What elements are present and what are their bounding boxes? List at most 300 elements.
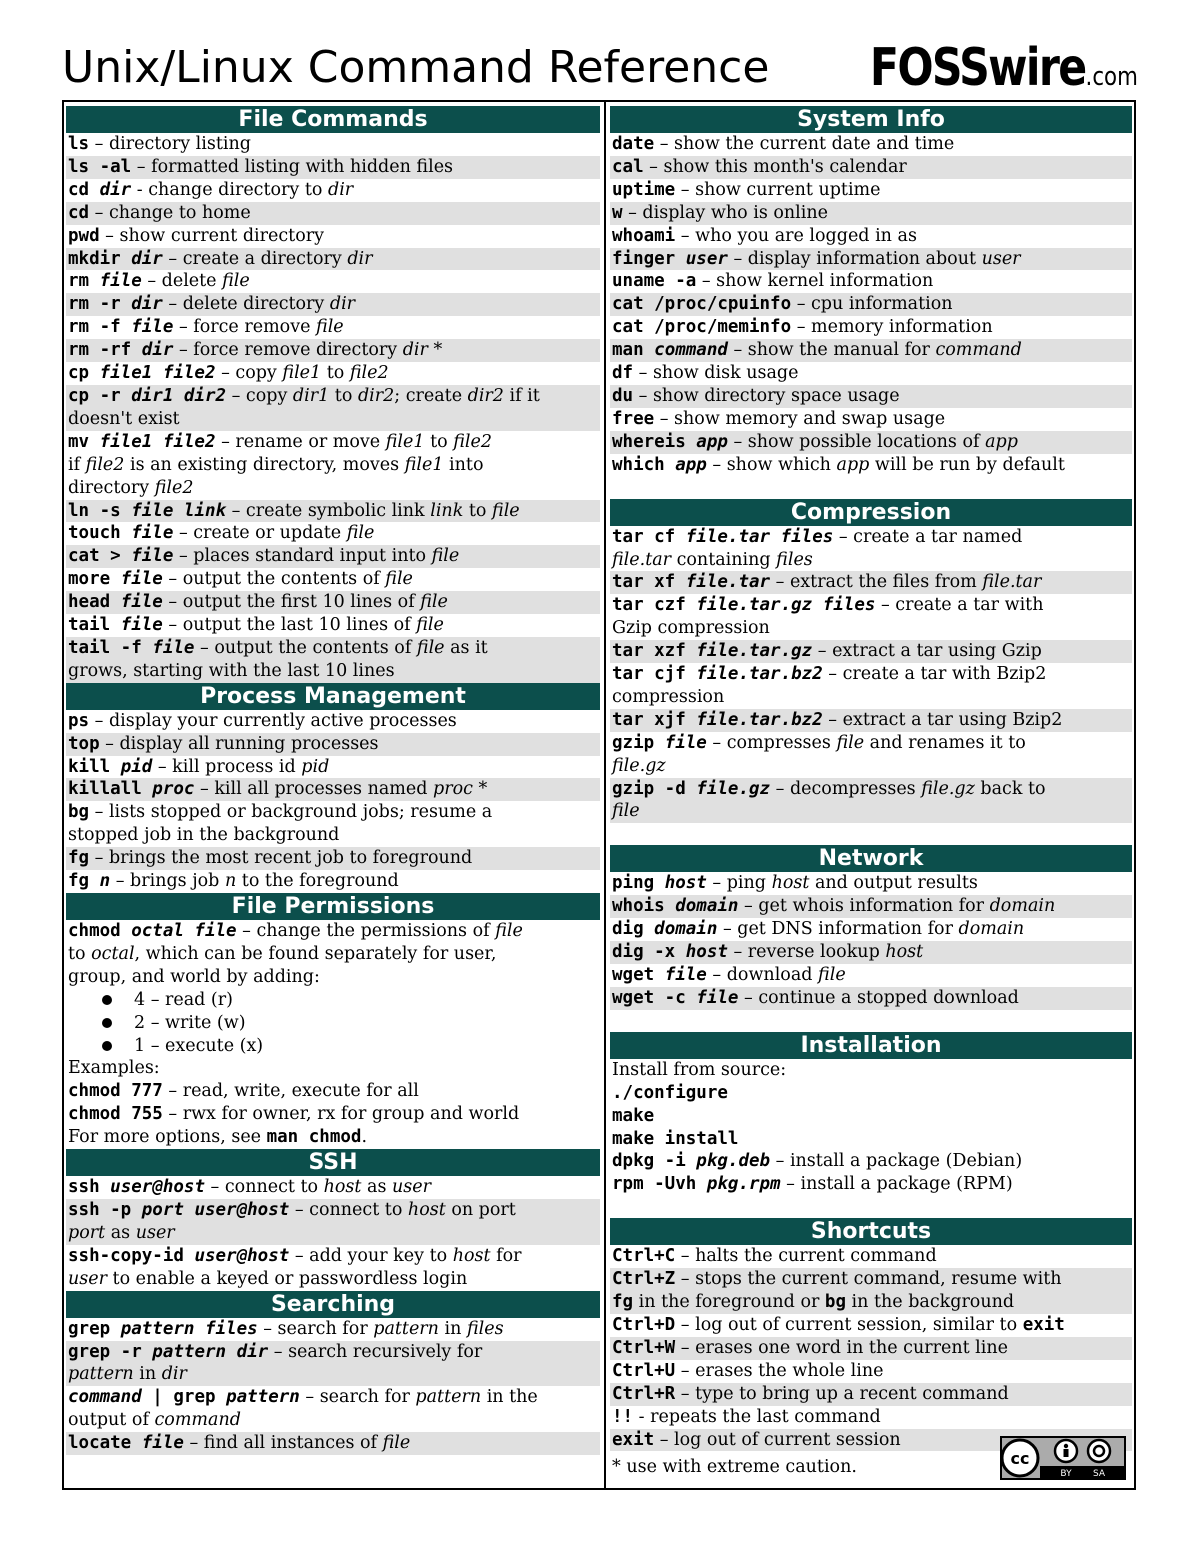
command: rm -f [68, 317, 132, 338]
argument-ref: file [222, 271, 250, 292]
argument: file [120, 569, 163, 590]
description: is an existing directory, moves [124, 454, 405, 475]
argument-ref: octal [91, 943, 135, 964]
argument-ref: pid [301, 756, 330, 777]
description: and output results [809, 873, 978, 894]
argument: file [99, 271, 142, 292]
command: mkdir [68, 248, 132, 269]
command-row [66, 316, 600, 339]
right-column [610, 106, 1132, 1451]
description: group, and world by adding: [68, 966, 320, 987]
description: – show this month's calendar [643, 156, 907, 177]
description: – show memory and swap usage [654, 408, 946, 429]
description: – rwx for owner, rx for group and world [162, 1104, 520, 1125]
description: – search for [257, 1318, 374, 1339]
description: doesn't exist [68, 408, 180, 429]
command-row [610, 431, 1132, 454]
description: – ping [706, 873, 772, 894]
description: – erases one word in the current line [675, 1337, 1009, 1358]
command: fg [612, 1292, 634, 1313]
description: – output the last 10 lines of [162, 615, 417, 636]
argument-ref: user [392, 1177, 431, 1198]
argument: file.gz [696, 778, 771, 799]
argument-ref: files [776, 549, 813, 570]
command-row [66, 1432, 600, 1455]
bullet-item [66, 1012, 600, 1035]
description: – decompresses [770, 778, 922, 799]
description: – kill process id [152, 756, 302, 777]
command: bg [68, 802, 90, 823]
command: ssh-copy-id [68, 1245, 195, 1266]
description: – directory listing [89, 134, 251, 154]
description: – places standard input into [173, 546, 432, 567]
command-row [66, 637, 600, 683]
sa-icon [1088, 1440, 1110, 1462]
argument: file [120, 592, 163, 613]
description: – show current uptime [675, 179, 881, 200]
argument: user [685, 248, 728, 269]
command-row [610, 225, 1132, 248]
argument: command [68, 1387, 142, 1408]
command-row [610, 918, 1132, 941]
description: - change directory to [131, 179, 328, 200]
command: chmod 777 [68, 1081, 163, 1102]
argument-ref: host [323, 1177, 362, 1198]
command: fg [68, 871, 100, 892]
argument-ref: n [224, 871, 237, 892]
argument-ref: file2 [154, 477, 194, 498]
argument: file.tar [685, 572, 771, 593]
command-row [610, 339, 1132, 362]
argument: user@host [110, 1177, 205, 1198]
argument: dir [131, 248, 163, 269]
description: – kill all processes named [194, 779, 434, 800]
description: – search for [299, 1387, 416, 1408]
command-row [66, 614, 600, 637]
more-options-note [66, 1126, 600, 1149]
section-heading: SSH [66, 1149, 600, 1176]
command-row [66, 133, 600, 156]
command: chmod [68, 921, 132, 941]
argument-ref: dir [161, 1364, 187, 1385]
command-row [610, 270, 1132, 293]
description: – cpu information [791, 294, 953, 315]
argument: domain [654, 919, 718, 940]
argument: host [664, 873, 707, 894]
description: as it [444, 637, 488, 658]
command: Ctrl+D [612, 1314, 676, 1335]
command-row [610, 571, 1132, 594]
description: . [361, 1127, 368, 1148]
command-row [610, 316, 1132, 339]
command: uptime [612, 179, 676, 200]
command-row [66, 756, 600, 779]
bullet-icon [102, 1018, 112, 1028]
command-row [610, 1383, 1132, 1406]
command: tar xjf [612, 709, 697, 730]
description: – extract a tar using Bzip2 [822, 709, 1063, 730]
command: man [612, 340, 655, 361]
argument: pattern dir [152, 1341, 269, 1362]
argument: file [152, 637, 195, 658]
command: locate [68, 1433, 142, 1454]
command-row [610, 941, 1132, 964]
command: grep [68, 1318, 121, 1339]
description: – lists stopped or background jobs; resume a [89, 802, 493, 823]
argument-ref: link [430, 500, 464, 521]
command: touch [68, 523, 132, 544]
section-gap [610, 1010, 1132, 1032]
argument-ref: file [416, 637, 445, 658]
argument-ref: file [316, 317, 344, 338]
command-row [66, 202, 600, 225]
description: – find all instances of [183, 1433, 383, 1454]
description: – create a tar with [875, 595, 1044, 616]
command-row [610, 987, 1132, 1010]
section-network [610, 845, 1132, 1009]
description: to the foreground [236, 871, 399, 892]
description: – get DNS information for [717, 919, 959, 940]
argument-ref: domain [989, 896, 1056, 917]
section-ssh [66, 1149, 600, 1291]
command-row [610, 732, 1132, 778]
argument: pattern files [120, 1318, 258, 1339]
argument-ref: file.tar [982, 572, 1042, 593]
command: tail -f [68, 637, 153, 658]
argument: file link [131, 500, 227, 521]
description: in the foreground or [633, 1292, 825, 1313]
description: – brings the most recent job to foreground [89, 848, 473, 869]
argument-ref: file [612, 801, 640, 822]
command: df [612, 363, 634, 384]
description: – install a package (Debian) [770, 1151, 1023, 1172]
description: grows, starting with the last 10 lines [68, 660, 395, 681]
description: – stops the current command, resume with [675, 1269, 1062, 1290]
description: back to [974, 778, 1046, 799]
description: – show possible locations of [727, 431, 986, 452]
argument: app [696, 431, 728, 452]
command-row [610, 133, 1132, 156]
command: w [612, 202, 623, 223]
argument-ref: file [420, 592, 448, 613]
sa-label: SA [1092, 1469, 1106, 1479]
argument-ref: host [452, 1245, 491, 1266]
description: – create symbolic link [226, 500, 431, 521]
description: for [490, 1245, 522, 1266]
bullet-item [66, 989, 600, 1012]
command: rm -r [68, 294, 132, 315]
command: cd [68, 179, 100, 200]
description: – read, write, execute for all [162, 1081, 419, 1102]
argument: pattern [226, 1387, 300, 1408]
command-row [610, 778, 1132, 824]
description: – connect to [204, 1177, 324, 1198]
command-row [610, 248, 1132, 271]
command-row [66, 1341, 600, 1387]
command-row: make [612, 1105, 655, 1126]
argument: file [141, 1433, 184, 1454]
command: cat /proc/cpuinfo [612, 294, 792, 315]
page-title: Unix/Linux Command Reference [62, 42, 770, 93]
argument: dir [141, 340, 174, 361]
bullet-icon [102, 995, 112, 1005]
argument: pid [120, 756, 153, 777]
command-row: ./configure [612, 1082, 728, 1103]
command-row [610, 1314, 1132, 1337]
description: – show kernel information [696, 271, 934, 292]
command-row [66, 778, 600, 801]
section-heading: Process Management [66, 683, 600, 710]
argument-ref: file [836, 732, 865, 753]
description: – create a directory [162, 248, 348, 269]
command-row [610, 872, 1132, 895]
description: - repeats the last command [633, 1406, 881, 1427]
argument-ref: file [818, 965, 846, 985]
description: – change the permissions of [236, 921, 496, 941]
command-row [66, 710, 600, 733]
by-icon-head [1064, 1444, 1068, 1448]
command: tar xf [612, 572, 686, 593]
command-row [66, 362, 600, 385]
section-compression [610, 499, 1132, 824]
argument: command [654, 340, 728, 361]
description: to enable a keyed or passwordless login [106, 1268, 468, 1289]
argument: port user@host [141, 1199, 290, 1220]
examples-label: Examples: [68, 1058, 160, 1079]
description: to [68, 943, 92, 964]
command-row [610, 1337, 1132, 1360]
description: – display information about [727, 248, 982, 269]
description: to [329, 385, 358, 406]
command-row [610, 1173, 1132, 1196]
argument: file [696, 987, 739, 1008]
description: in the [481, 1387, 538, 1408]
description: directory [68, 477, 155, 498]
argument: file1 file2 [99, 431, 216, 452]
bullet-text: 4 – read (r) [134, 989, 233, 1010]
argument: file.tar.bz2 [696, 664, 823, 685]
section-process-management [66, 683, 600, 893]
command-row [610, 640, 1132, 663]
argument-ref: user [981, 248, 1021, 269]
command-row [610, 385, 1132, 408]
description: if it [503, 385, 540, 406]
argument-ref: file1 [385, 431, 425, 452]
description: – reverse lookup [727, 942, 886, 963]
description: output of [68, 1410, 155, 1431]
description: – add your key to [289, 1245, 453, 1266]
argument-ref: file [431, 546, 460, 567]
description: , which can be found separately for user, [134, 943, 497, 964]
command: gzip [612, 732, 665, 753]
description: – connect to [289, 1199, 408, 1220]
command-row [66, 1103, 600, 1126]
by-icon-body [1064, 1449, 1069, 1457]
command: rm [68, 271, 100, 292]
command: head [68, 592, 121, 613]
description: – log out of current session, similar to [675, 1314, 1023, 1335]
command-row [66, 545, 600, 568]
argument-ref: user [135, 1222, 175, 1243]
argument-ref: pattern [373, 1318, 439, 1339]
command: cp -r [68, 385, 132, 406]
command-row [66, 1245, 600, 1291]
command: Ctrl+R [612, 1383, 676, 1404]
command-row [66, 522, 600, 545]
fosswire-logo [870, 38, 1138, 107]
command-row [66, 500, 600, 523]
command: cd [68, 202, 90, 223]
command: mv [68, 431, 100, 452]
argument-ref: file2 [453, 431, 492, 452]
description: to [463, 500, 493, 521]
command-row [66, 1199, 600, 1245]
description: – copy [215, 363, 283, 384]
command: cat /proc/meminfo [612, 317, 792, 338]
description: – formatted listing with hidden files [131, 156, 454, 177]
command: killall [68, 779, 153, 800]
argument: file [120, 615, 163, 636]
description: – show the current date and time [654, 134, 955, 154]
section-system-info [610, 106, 1132, 477]
argument-ref: file [346, 523, 375, 544]
description: – copy [226, 385, 293, 406]
description: – type to bring up a recent command [675, 1383, 1009, 1404]
argument: file.tar files [685, 526, 834, 547]
section-file-permissions [66, 893, 600, 1149]
command: date [612, 134, 655, 154]
description: as [361, 1177, 392, 1198]
description: – force remove directory [173, 340, 403, 361]
bullet-icon [102, 1041, 112, 1051]
command-row [66, 870, 600, 893]
command: cal [612, 156, 644, 177]
description: – rename or move [215, 431, 386, 452]
description: – show disk usage [633, 363, 799, 384]
description: – show current directory [99, 225, 324, 246]
command-row [66, 248, 600, 271]
argument: dir [99, 179, 132, 200]
command: wget -c [612, 987, 697, 1008]
command-row [610, 362, 1132, 385]
argument: file.tar.gz files [696, 595, 876, 616]
description: – memory information [791, 317, 993, 338]
logo-main: FOSSwire [869, 38, 1086, 98]
left-column [66, 106, 600, 1455]
argument: app [675, 454, 707, 475]
command: uname -a [612, 271, 697, 292]
argument-ref: port [68, 1222, 106, 1243]
command-row [66, 225, 600, 248]
argument: proc [152, 779, 195, 800]
command: free [612, 408, 655, 429]
description: – display all running processes [99, 733, 379, 754]
description: – create a tar named [833, 526, 1023, 547]
description: in [133, 1364, 162, 1385]
command: Ctrl+Z [612, 1269, 676, 1290]
command-row [66, 591, 600, 614]
argument: dir1 dir2 [131, 385, 227, 406]
description: – log out of current session [654, 1429, 901, 1450]
command-row [610, 526, 1132, 572]
command-row [610, 179, 1132, 202]
logo-tld: .com [1085, 62, 1138, 92]
argument: pkg.deb [696, 1151, 771, 1172]
description: – show which [706, 454, 837, 475]
argument-ref: files [466, 1318, 504, 1339]
caution-marker: * [472, 779, 488, 800]
command-row [66, 1318, 600, 1341]
command-row [66, 270, 600, 293]
description: in the background [845, 1292, 1015, 1313]
description: – change to home [89, 202, 251, 223]
section-shortcuts [610, 1218, 1132, 1451]
bullet-text: 2 – write (w) [134, 1012, 246, 1033]
command-row [66, 847, 600, 870]
command: chmod 755 [68, 1104, 163, 1125]
description: – search recursively for [268, 1341, 483, 1362]
command-row [610, 1150, 1132, 1173]
command: ls -al [68, 156, 132, 177]
badge-label-strip [1040, 1466, 1124, 1478]
description: ; create [394, 385, 468, 406]
command-row [610, 293, 1132, 316]
command: grep -r [68, 1341, 153, 1362]
column-divider [604, 100, 606, 1490]
command: tail [68, 615, 121, 636]
argument-ref: dir1 [292, 385, 330, 406]
description: to [321, 363, 350, 384]
description: – get whois information for [738, 896, 990, 917]
bullet-item [66, 1035, 600, 1058]
command: ls [68, 134, 90, 154]
argument-ref: file2 [85, 454, 125, 475]
cc-by-sa-badge [1000, 1436, 1126, 1480]
description: – delete directory [162, 294, 330, 315]
argument-ref: file2 [349, 363, 389, 384]
argument-ref: file [495, 921, 523, 941]
description: – output the contents of [194, 637, 417, 658]
description: and renames it to [864, 732, 1026, 753]
description: – show directory space usage [633, 385, 900, 406]
argument: octal file [131, 921, 237, 941]
command: kill [68, 756, 121, 777]
argument-ref: file [416, 615, 444, 636]
argument: file.tar.gz [696, 641, 813, 662]
command: whoami [612, 225, 676, 246]
description: containing [671, 549, 777, 570]
argument-ref: app [836, 454, 870, 475]
install-note: Install from source: [612, 1059, 787, 1080]
description: stopped job in the background [68, 825, 340, 846]
argument-ref: pattern [68, 1364, 134, 1385]
description: – extract the files from [770, 572, 983, 593]
argument-ref: file [492, 500, 520, 521]
section-gap [610, 823, 1132, 845]
command: exit [612, 1429, 655, 1450]
command-row [610, 202, 1132, 225]
argument: pkg.rpm [706, 1174, 781, 1195]
command: cat > [68, 546, 132, 567]
command: more [68, 569, 121, 590]
section-searching [66, 1291, 600, 1455]
command-row [610, 1268, 1132, 1314]
description: if [68, 454, 86, 475]
argument-ref: dir2 [467, 385, 504, 406]
command: tar cjf [612, 664, 697, 685]
section-gap [610, 477, 1132, 499]
description: – create a tar with Bzip2 [822, 664, 1047, 685]
